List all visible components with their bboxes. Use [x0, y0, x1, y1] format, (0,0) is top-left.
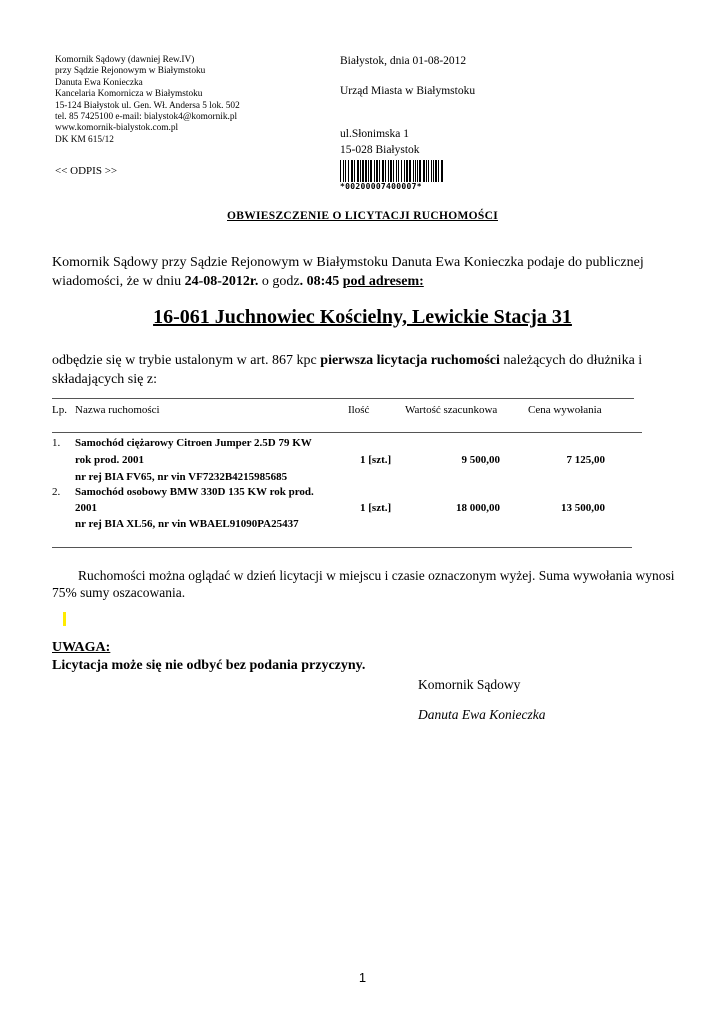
sender-line: Danuta Ewa Konieczka: [55, 77, 143, 88]
sender-line: www.komornik-bialystok.com.pl: [55, 123, 179, 134]
barcode-bar: [362, 160, 364, 182]
sender-line: 15-124 Białystok ul. Gen. Wł. Andersa 5 lok. 502: [55, 100, 240, 111]
barcode-bar: [398, 160, 399, 182]
barcode-bar: [370, 160, 372, 182]
barcode-bar: [382, 160, 384, 182]
barcode-bar: [433, 160, 434, 182]
barcode-bar: [368, 160, 369, 182]
barcode-bar: [340, 160, 341, 182]
barcode-bar: [413, 160, 414, 182]
sender-line: Kancelaria Komornicza w Białymstoku: [55, 89, 203, 100]
barcode-bar: [396, 160, 397, 182]
barcode-bar: [406, 160, 408, 182]
barcode-bar: [393, 160, 394, 182]
table-top-rule: [52, 398, 634, 399]
barcode-bar: [388, 160, 389, 182]
barcode-bar: [343, 160, 344, 182]
barcode-bar: [345, 160, 346, 182]
row2-price: 13 500,00: [561, 502, 605, 514]
document-title: OBWIESZCZENIE O LICYTACJI RUCHOMOŚCI: [227, 210, 498, 222]
auction-type: pierwsza licytacja ruchomości: [320, 353, 500, 368]
row1-price: 7 125,00: [566, 454, 605, 466]
barcode-bar: [419, 160, 421, 182]
odpis-mark: << ODPIS >>: [55, 165, 118, 177]
barcode-bar: [423, 160, 425, 182]
barcode-bar: [438, 160, 439, 182]
barcode-bar: [401, 160, 402, 182]
row2-lp: 2.: [52, 486, 61, 498]
barcode-bar: [428, 160, 429, 182]
row1-lp: 1.: [52, 437, 61, 449]
sender-line: Komornik Sądowy (dawniej Rew.IV): [55, 55, 195, 65]
row1-qty: 1 [szt.]: [360, 454, 392, 466]
barcode-bar: [374, 160, 375, 182]
place-date: Białystok, dnia 01-08-2012: [340, 55, 467, 67]
barcode-bar: [357, 160, 359, 182]
row1-registration: nr rej BIA FV65, nr vin VF7232B4215985685: [75, 471, 288, 483]
barcode-bar: [365, 160, 367, 182]
auction-paragraph: [52, 351, 677, 389]
barcode-bar: [360, 160, 361, 182]
barcode: [340, 160, 445, 190]
recipient-street: ul.Słonimska 1: [340, 128, 410, 140]
sender-line: przy Sądzie Rejonowym w Białymstoku: [55, 66, 206, 77]
header-price: Cena wywołania: [528, 404, 602, 416]
case-number: DK KM 615/12: [55, 134, 114, 145]
auction-date: 24-08-2012r.: [184, 274, 259, 289]
barcode-bar: [390, 160, 392, 182]
signature-name: Danuta Ewa Konieczka: [418, 707, 546, 722]
barcode-bar: [379, 160, 380, 182]
barcode-bar: [426, 160, 427, 182]
barcode-bar: [417, 160, 418, 182]
barcode-bar: [354, 160, 355, 182]
recipient-city: 15-028 Białystok: [340, 144, 420, 156]
address-label: pod adresem:: [342, 274, 424, 289]
barcode-bar: [441, 160, 443, 182]
notice-text: Licytacja może się nie odbyć bez podania przyczyny.: [52, 658, 366, 673]
signature-role: Komornik Sądowy: [418, 677, 521, 692]
viewing-paragraph: Ruchomości można oglądać w dzień licytacji w miejscu i czasie oznaczonym wyżej. Suma wywołania wynosi 75% sumy oszacowania.: [52, 568, 675, 600]
notice-label: UWAGA:: [52, 640, 111, 655]
barcode-bar: [435, 160, 437, 182]
row2-year: 2001: [75, 502, 97, 514]
auction-time: . 08:45: [299, 274, 343, 289]
barcode-bar: [385, 160, 386, 182]
barcode-bar: [351, 160, 353, 182]
barcode-bar: [348, 160, 349, 182]
row2-qty: 1 [szt.]: [360, 502, 392, 514]
row1-value: 9 500,00: [461, 454, 500, 466]
barcode-bar: [415, 160, 416, 182]
row1-year: rok prod. 2001: [75, 454, 144, 466]
header-lp: Lp.: [52, 404, 67, 416]
header-name: Nazwa ruchomości: [75, 404, 160, 416]
barcode-text: *00200007400007*: [340, 182, 422, 191]
para2-text: odbędzie się w trybie ustalonym w art. 867 kpc: [52, 353, 321, 368]
page-number: 1: [358, 970, 367, 985]
intro-text: Komornik Sądowy przy Sądzie Rejonowym w Białymstoku Danuta Ewa Konieczka podaje do publicznej wiadomości, że w dniu: [52, 255, 644, 289]
auction-address: 16-061 Juchnowiec Kościelny, Lewickie Stacja 31: [153, 306, 572, 328]
intro-text-2: o godz: [258, 274, 300, 289]
table-header-rule: [52, 432, 642, 433]
recipient-office: Urząd Miasta w Białymstoku: [340, 85, 476, 97]
row2-name: Samochód osobowy BMW 330D 135 KW rok prod.: [75, 486, 314, 498]
intro-paragraph: [52, 253, 677, 291]
row1-name: Samochód ciężarowy Citroen Jumper 2.5D 79 KW: [75, 437, 312, 449]
header-qty: Ilość: [348, 404, 370, 416]
row2-value: 18 000,00: [456, 502, 500, 514]
barcode-bar: [409, 160, 411, 182]
sender-line: tel. 85 7425100 e-mail: bialystok4@komornik.pl: [55, 112, 238, 123]
sender-block: [55, 55, 240, 146]
barcode-bar: [431, 160, 432, 182]
barcode-bar: [404, 160, 405, 182]
table-bottom-rule: [52, 547, 632, 548]
highlight-marker: [63, 612, 66, 626]
header-value: Wartość szacunkowa: [405, 404, 498, 416]
barcode-bar: [376, 160, 378, 182]
para2-text-2: należących do dłużnika i składających się z:: [52, 353, 643, 387]
row2-registration: nr rej BIA XL56, nr vin WBAEL91090PA25437: [75, 518, 299, 530]
